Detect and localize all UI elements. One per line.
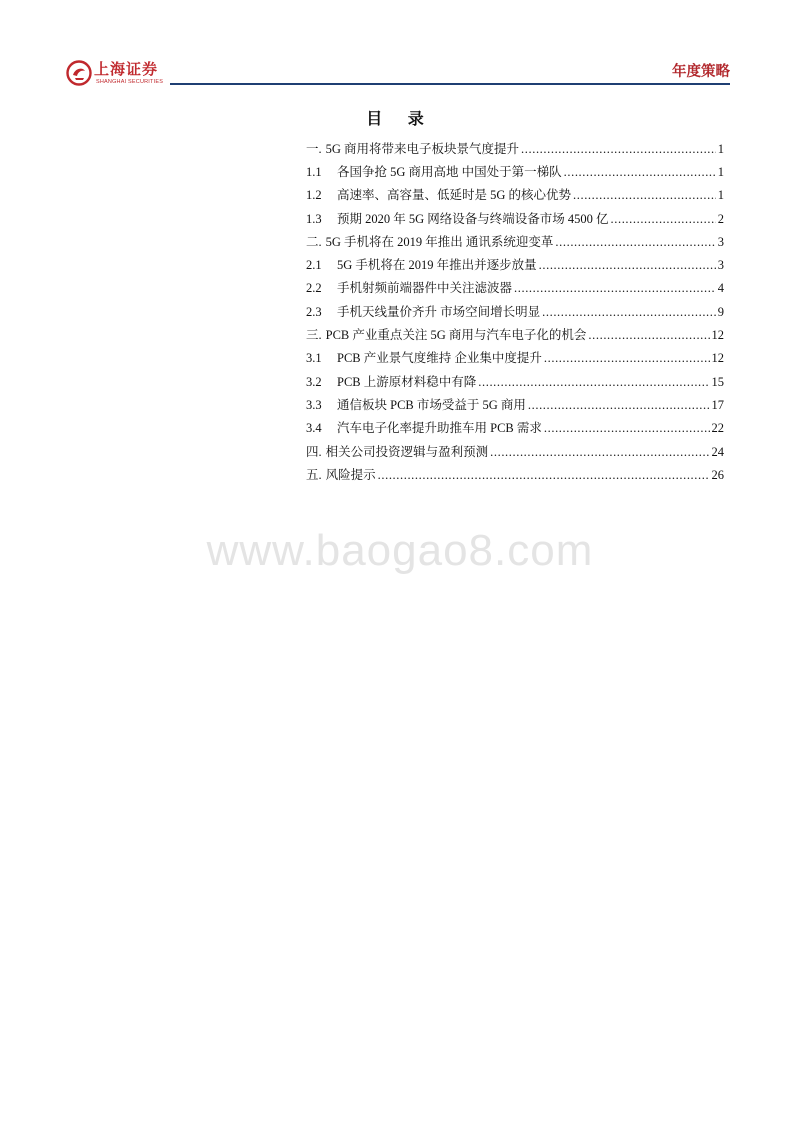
header-divider: [170, 83, 730, 85]
toc-dot-leader: [588, 327, 709, 343]
toc-entry-page: 3: [717, 234, 724, 249]
watermark: www.baogao8.com: [206, 526, 594, 575]
toc-entry-page: 15: [711, 374, 724, 389]
toc-entry-page: 22: [711, 421, 724, 436]
report-type-title: 年度策略: [672, 64, 730, 80]
toc-entry-number: 3.4: [306, 421, 322, 436]
toc-dot-leader: [528, 397, 710, 413]
toc-entry[interactable]: [306, 160, 724, 183]
toc-entry-page: 1: [717, 141, 724, 156]
toc-dot-leader: [539, 257, 716, 273]
toc-dot-leader: [611, 211, 716, 227]
toc-dot-leader: [521, 141, 716, 157]
toc-entry-label: 通信板块 PCB 市场受益于 5G 商用: [337, 397, 526, 412]
toc-entry-label: 各国争抢 5G 商用高地 中国处于第一梯队: [337, 164, 562, 179]
toc-entry[interactable]: [306, 347, 724, 370]
toc-entry[interactable]: [306, 207, 724, 230]
toc-entry[interactable]: [306, 277, 724, 300]
toc-entry-label: 5G 商用将带来电子板块景气度提升: [325, 141, 520, 156]
toc-entry-number: 2.3: [306, 304, 322, 319]
toc-dot-leader: [478, 374, 709, 390]
logo-subtext: SHANGHAI SECURITIES: [96, 79, 164, 85]
toc-dot-leader: [555, 234, 715, 250]
toc-entry-page: 1: [717, 164, 724, 179]
toc-dot-leader: [564, 164, 716, 180]
toc-entry[interactable]: [306, 370, 724, 393]
toc-entry-page: 12: [711, 328, 724, 343]
toc-entry-page: 9: [717, 304, 724, 319]
toc-entry-label: 预期 2020 年 5G 网络设备与终端设备市场 4500 亿: [337, 211, 609, 226]
toc-entry-label: 高速率、高容量、低延时是 5G 的核心优势: [337, 188, 572, 203]
table-of-contents: [306, 137, 724, 486]
toc-entry-page: 26: [711, 467, 724, 482]
toc-entry-page: 3: [717, 258, 724, 273]
toc-entry[interactable]: [306, 253, 724, 276]
toc-dot-leader: [490, 444, 709, 460]
toc-entry-number: 1.1: [306, 164, 322, 179]
toc-entry-page: 4: [717, 281, 724, 296]
toc-entry-page: 12: [711, 351, 724, 366]
toc-entry-label: PCB 产业景气度维持 企业集中度提升: [337, 351, 542, 366]
toc-entry-page: 1: [717, 188, 724, 203]
toc-entry-number: 1.3: [306, 211, 322, 226]
toc-entry-label: 风险提示: [325, 467, 376, 482]
toc-entry-number: 3.3: [306, 397, 322, 412]
toc-entry[interactable]: [306, 300, 724, 323]
logo-mark-icon: [66, 60, 92, 86]
toc-entry-label: 5G 手机将在 2019 年推出并逐步放量: [337, 258, 537, 273]
toc-entry-number: 二.: [306, 234, 322, 249]
shanghai-securities-logo: [66, 60, 166, 88]
toc-dot-leader: [544, 350, 710, 366]
page-header: [0, 0, 800, 90]
toc-title: 目 录: [366, 109, 434, 128]
toc-entry-label: 汽车电子化率提升助推车用 PCB 需求: [337, 421, 542, 436]
toc-entry-label: 手机天线量价齐升 市场空间增长明显: [337, 304, 541, 319]
toc-entry-label: 5G 手机将在 2019 年推出 通讯系统迎变革: [325, 234, 554, 249]
toc-entry-number: 五.: [306, 467, 322, 482]
toc-entry[interactable]: [306, 137, 724, 160]
toc-entry-label: 手机射频前端器件中关注滤波器: [337, 281, 513, 296]
toc-entry[interactable]: [306, 463, 724, 486]
toc-entry[interactable]: [306, 323, 724, 346]
toc-entry-page: 24: [711, 444, 724, 459]
toc-entry-page: 2: [717, 211, 724, 226]
toc-entry-number: 2.1: [306, 258, 322, 273]
toc-dot-leader: [378, 467, 710, 483]
toc-dot-leader: [573, 187, 716, 203]
toc-entry[interactable]: [306, 393, 724, 416]
logo-text: 上海证券: [94, 60, 159, 78]
toc-entry-number: 3.1: [306, 351, 322, 366]
toc-entry-label: PCB 产业重点关注 5G 商用与汽车电子化的机会: [325, 328, 587, 343]
toc-dot-leader: [544, 420, 710, 436]
toc-entry-label: 相关公司投资逻辑与盈利预测: [325, 444, 489, 459]
toc-dot-leader: [542, 304, 716, 320]
toc-entry-number: 1.2: [306, 188, 322, 203]
toc-entry[interactable]: [306, 230, 724, 253]
toc-entry-number: 2.2: [306, 281, 322, 296]
toc-entry-number: 一.: [306, 141, 322, 156]
toc-entry-number: 四.: [306, 444, 322, 459]
toc-entry-number: 三.: [306, 328, 322, 343]
toc-entry-page: 17: [711, 397, 724, 412]
toc-entry[interactable]: [306, 440, 724, 463]
toc-entry-label: PCB 上游原材料稳中有降: [337, 374, 477, 389]
toc-entry[interactable]: [306, 184, 724, 207]
toc-entry-number: 3.2: [306, 374, 322, 389]
toc-entry[interactable]: [306, 417, 724, 440]
toc-dot-leader: [514, 280, 716, 296]
